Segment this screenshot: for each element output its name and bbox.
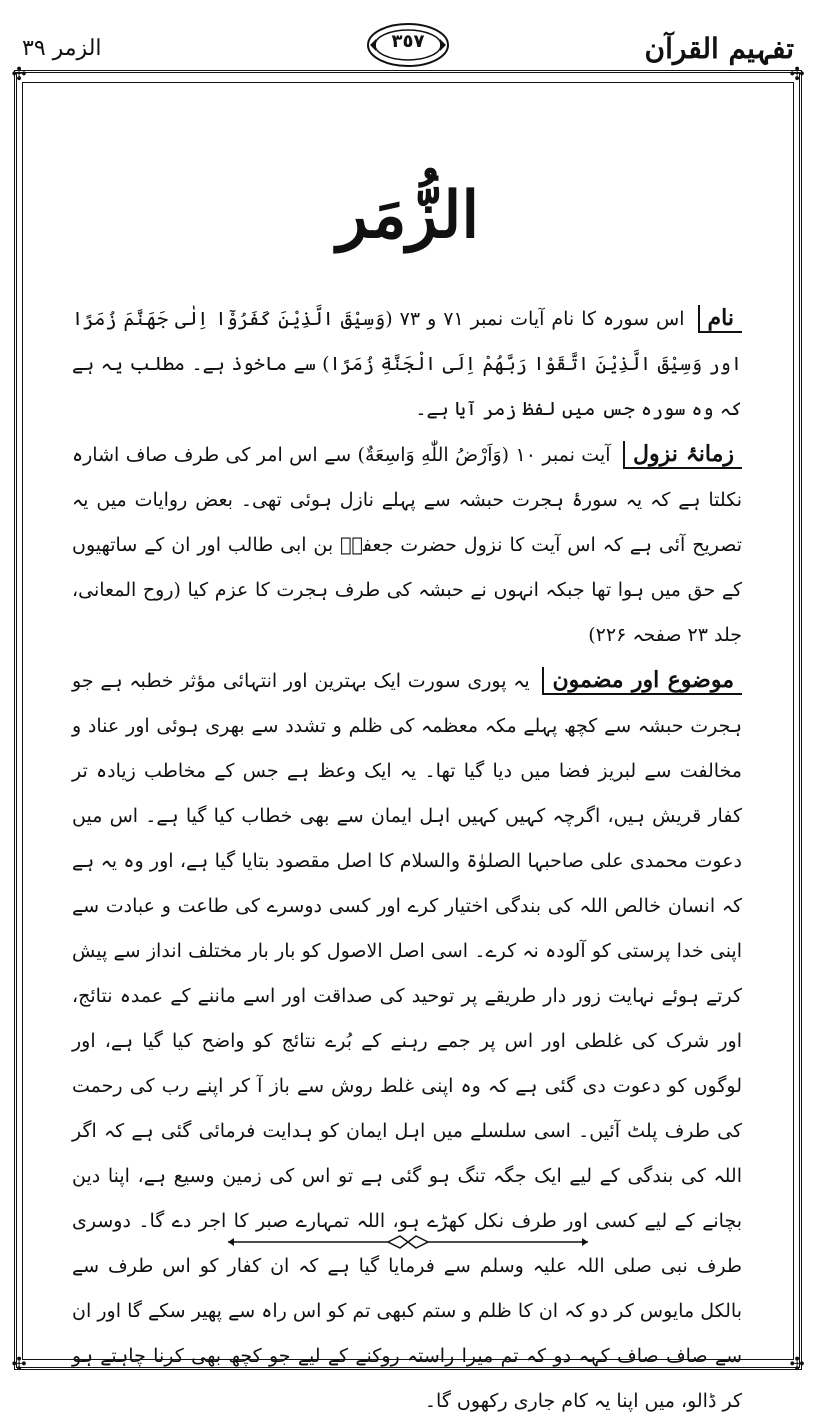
section-text-theme-subject: یہ پوری سورت ایک بہترین اور انتہائی مؤثر خطبہ ہے جو ہجرت حبشہ سے کچھ پہلے مکہ معظمہ کی ظلم و تشدد سے بھری ہوئی اور عناد و مخالفت سے لبریز فضا میں دیا گیا تھا۔ یہ ایک وعظ ہے جس کے مخاطب زیادہ تر کفار قریش ہیں، اگرچہ کہیں کہیں اہل ایمان سے بھی خطاب کیا گیا ہے۔ اس میں دعوت محمدی علی صاحبہا الصلوٰۃ والسلام کا اصل مقصود بتایا گیا ہے، اور وہ یہ ہے کہ انسان خالص اللہ کی بندگی اختیار کرے اور کسی دوسرے کی طاعت و عبادت سے اپنی خدا پرستی کو آلودہ نہ کرے۔ اسی اصل الاصول کو بار بار مختلف انداز سے پیش کرتے ہوئے نہایت زور دار طریقے پر توحید کی صداقت اور اسے ماننے کے عمدہ نتائج، اور شرک کی غلطی اور اس پر جمے رہنے کے بُرے نتائج کو واضح کیا گیا ہے، اور لوگوں کو دعوت دی گئی ہے کہ وہ اپنی غلط روش سے باز آ کر اپنے رب کی رحمت کی طرف پلٹ آئیں۔ اسی سلسلے میں اہل ایمان کو ہدایت فرمائی گئی ہے کہ اگر اللہ کی بندگی کے لیے ایک جگہ تنگ ہو گئی ہے تو اس کی زمین وسیع ہے، اپنا دین بچانے کے لیے کسی اور طرف نکل کھڑے ہو، اللہ تمہارے صبر کا اجر دے گا۔ دوسری طرف نبی صلی اللہ علیہ وسلم سے فرمایا گیا ہے کہ ان کفار کو اس طرف سے بالکل مایوس کر دو کہ ان کا ظلم و ستم کبھی تم کو اس راہ سے پھیر سکے گا اور ان سے صاف صاف کہہ دو کہ تم میرا راستہ روکنے کے لیے جو کچھ بھی کرنا چاہتے ہو کر ڈالو، میں اپنا یہ کام جاری رکھوں گا۔	[72, 670, 742, 1412]
surah-introduction	[72, 296, 742, 1424]
book-title: تفہیم القرآن	[644, 32, 794, 65]
corner-ornament-icon: ✣	[11, 64, 27, 85]
section-revelation-period	[72, 432, 742, 658]
section-text-revelation-period: آیت نمبر ۱۰ (وَاَرْضُ اللّٰهِ وَاسِعَةٌ) سے اس امر کی طرف صاف اشارہ نکلتا ہے کہ یہ سورۂ ہجرت حبشہ سے پہلے نازل ہوئی تھی۔ بعض روایات میں یہ تصریح آئی ہے کہ اس آیت کا نزول حضرت جعفرؓ بن ابی طالب اور ان کے ساتھیوں کے حق میں ہوا تھا جبکہ انہوں نے حبشہ کی طرف ہجرت کا عزم کیا (روح المعانی، جلد ۲۳ صفحہ ۲۲۶)	[72, 444, 742, 646]
section-label-name: نام	[698, 305, 742, 333]
corner-ornament-icon: ✣	[11, 1354, 27, 1375]
section-theme-subject	[72, 658, 742, 1424]
section-label-revelation-period: زمانۂ نزول	[623, 441, 742, 469]
section-label-theme-subject: موضوع اور مضمون	[542, 667, 742, 695]
corner-ornament-icon: ✣	[789, 64, 805, 85]
divider-ornament-icon	[228, 1232, 588, 1252]
section-name	[72, 296, 742, 432]
page-number: ٣٥٧	[391, 31, 425, 52]
section-text-name: اس سورہ کا نام آیات نمبر ۷۱ و ۷۳ (وَسِیْقَ الَّذِیْنَ کَفَرُوْٓا اِلٰی جَهَنَّمَ زُمَرًا اور وَسِیْقَ الَّذِیْنَ اتَّقَوْا رَبَّهُمْ اِلَى الْجَنَّةِ زُمَرًا) سے ماخوذ ہے۔ مطلب یہ ہے کہ وہ سورہ جس میں لفظ زمر آیا ہے۔	[72, 308, 742, 420]
surah-reference: الزمر ٣٩	[22, 36, 102, 61]
page-number-badge	[366, 22, 450, 68]
surah-title: الزُّمَر	[336, 178, 480, 253]
corner-ornament-icon: ✣	[789, 1354, 805, 1375]
